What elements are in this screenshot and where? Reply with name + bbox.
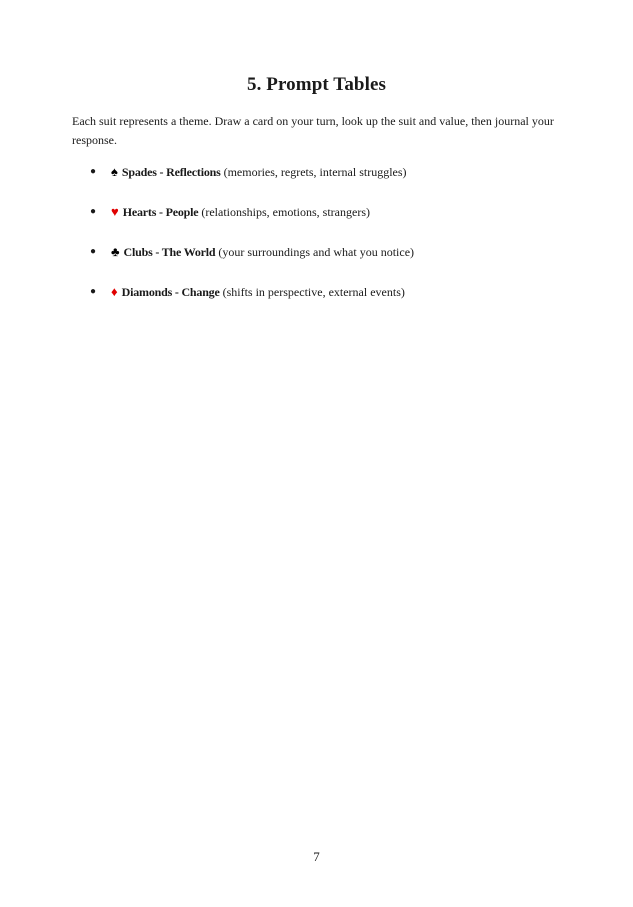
suit-name: Diamonds - Change: [121, 285, 220, 299]
page-number: 7: [313, 849, 320, 864]
bullet-icon: ●: [90, 286, 97, 297]
bullet-icon: ●: [90, 246, 97, 257]
heart-icon: ♥: [111, 204, 119, 219]
suit-description: (relationships, emotions, strangers): [201, 205, 370, 219]
list-item-spades: [90, 163, 570, 203]
bullet-icon: ●: [90, 166, 97, 177]
list-item-content: [111, 203, 370, 221]
list-item-content: [111, 243, 414, 261]
list-item-clubs: [90, 243, 570, 283]
list-item-content: [111, 283, 405, 301]
list-item-content: [111, 163, 407, 181]
suit-description: (memories, regrets, internal struggles): [223, 165, 407, 179]
diamond-icon: ♦: [111, 284, 118, 299]
suit-name: Clubs - The World: [123, 245, 216, 259]
suit-description: (your surroundings and what you notice): [218, 245, 415, 259]
suit-description: (shifts in perspective, external events): [222, 285, 405, 299]
bullet-icon: ●: [90, 206, 97, 217]
list-item-diamonds: [90, 283, 570, 323]
intro-paragraph: Each suit represents a theme. Draw a card on your turn, look up the suit and value, then journal your response.: [72, 114, 554, 147]
spade-icon: ♠: [111, 164, 118, 179]
club-icon: ♣: [111, 244, 120, 259]
suit-name: Spades - Reflections: [121, 165, 221, 179]
list-item-hearts: [90, 203, 570, 243]
section-heading: 5. Prompt Tables: [246, 74, 387, 95]
suit-name: Hearts - People: [122, 205, 199, 219]
suit-list: [90, 163, 570, 323]
